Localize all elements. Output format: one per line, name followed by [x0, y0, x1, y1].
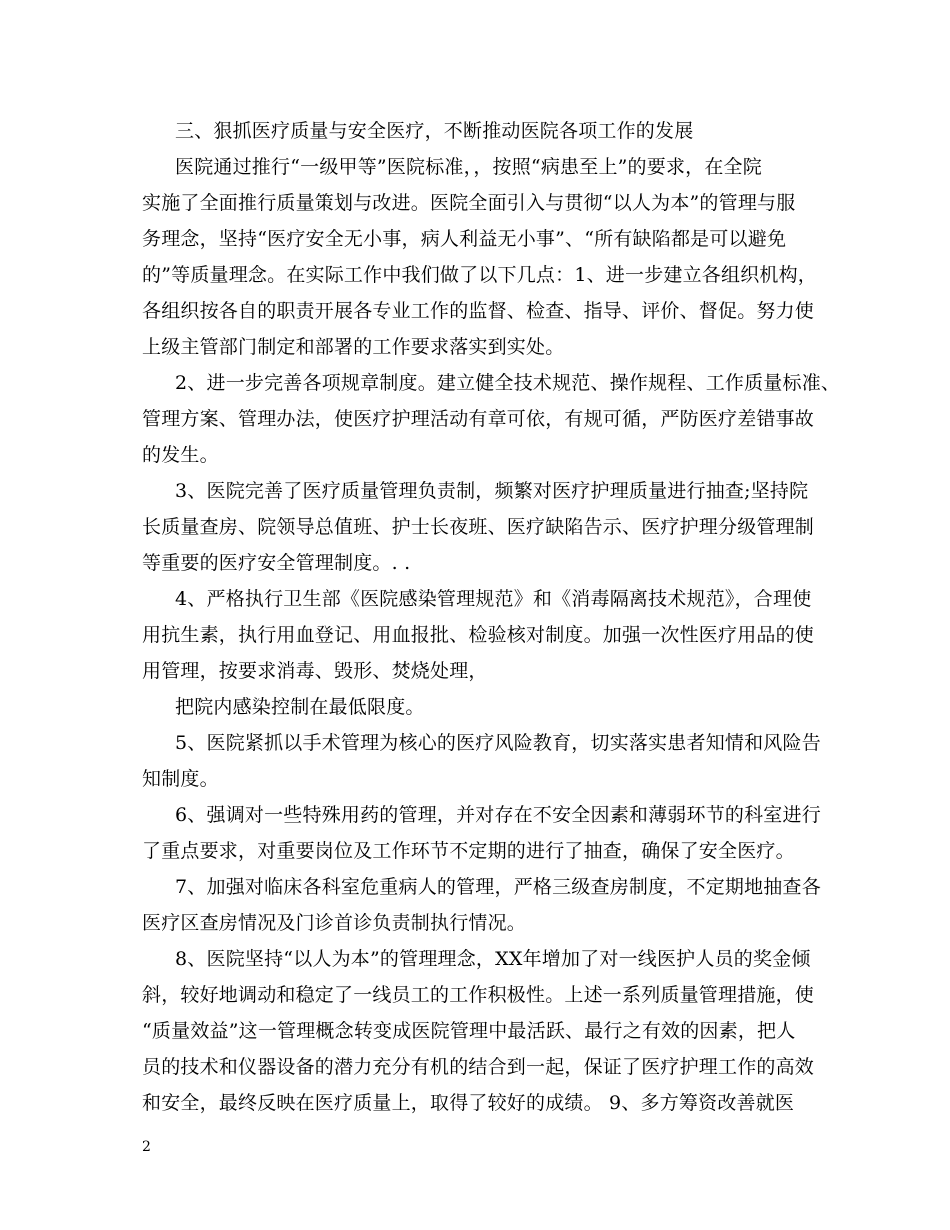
paragraph-line: 6、强调对一些特殊用药的管理，并对存在不安全因素和薄弱环节的科室进行 — [175, 804, 821, 826]
paragraph-line: 8、医院坚持“以人为本”的管理理念，XX年增加了对一线医护人员的奖金倾 — [175, 948, 811, 970]
paragraph-line: 等重要的医疗安全管理制度。. . — [142, 552, 411, 574]
paragraph-line: 医疗区查房情况及门诊首诊负责制执行情况。 — [142, 912, 527, 934]
paragraph-line: 了重点要求，对重要岗位及工作环节不定期的进行了抽查，确保了安全医疗。 — [142, 840, 795, 862]
paragraph-line: 知制度。 — [142, 768, 219, 790]
paragraph-line: 实施了全面推行质量策划与改进。医院全面引入与贯彻“以人为本”的管理与服 — [142, 192, 796, 214]
paragraph-line: 和安全，最终反映在医疗质量上，取得了较好的成绩。 9、多方筹资改善就医 — [142, 1092, 795, 1114]
paragraph-line: 的发生。 — [142, 444, 219, 466]
paragraph-line: 7、加强对临床各科室危重病人的管理，严格三级查房制度，不定期地抽查各 — [175, 876, 821, 898]
paragraph-line: 把院内感染控制在最低限度。 — [175, 696, 425, 718]
section-heading: 三、狠抓医疗质量与安全医疗，不断推动医院各项工作的发展 — [175, 120, 694, 142]
page-number: 2 — [142, 1139, 151, 1155]
paragraph-line: 管理方案、管理办法，使医疗护理活动有章可依，有规可循，严防医疗差错事故 — [142, 408, 815, 430]
paragraph-line: 4、严格执行卫生部《医院感染管理规范》和《消毒隔离技术规范》，合理使 — [175, 588, 812, 610]
paragraph-line: 2、进一步完善各项规章制度。建立健全技术规范、操作规程、工作质量标准、 — [175, 372, 841, 394]
paragraph-line: 用抗生素，执行用血登记、用血报批、检验核对制度。加强一次性医疗用品的使 — [142, 624, 815, 646]
paragraph-line: 长质量查房、院领导总值班、护士长夜班、医疗缺陷告示、医疗护理分级管理制 — [142, 516, 815, 538]
paragraph-line: “质量效益”这一管理概念转变成医院管理中最活跃、最行之有效的因素，把人 — [142, 1020, 796, 1042]
paragraph-line: 员的技术和仪器设备的潜力充分有机的结合到一起，保证了医疗护理工作的高效 — [142, 1056, 815, 1078]
paragraph-line: 各组织按各自的职责开展各专业工作的监督、检查、指导、评价、督促。努力使 — [142, 300, 815, 322]
paragraph-line: 务理念，坚持“医疗安全无小事，病人利益无小事”、“所有缺陷都是可以避免 — [142, 228, 787, 250]
paragraph-line: 医院通过推行“一级甲等”医院标准，，按照“病患至上”的要求，在全院 — [175, 156, 762, 178]
paragraph-line: 斜，较好地调动和稳定了一线员工的工作积极性。上述一系列质量管理措施，使 — [142, 984, 815, 1006]
paragraph-line: 3、医院完善了医疗质量管理负责制，频繁对医疗护理质量进行抽查;坚持院 — [175, 480, 809, 502]
paragraph-line: 用管理，按要求消毒、毁形、焚烧处理， — [142, 660, 488, 682]
paragraph-line: 上级主管部门制定和部署的工作要求落实到实处。 — [142, 336, 565, 358]
paragraph-line: 的”等质量理念。在实际工作中我们做了以下几点：1、进一步建立各组织机构， — [142, 264, 818, 286]
paragraph-line: 5、医院紧抓以手术管理为核心的医疗风险教育，切实落实患者知情和风险告 — [175, 732, 821, 754]
